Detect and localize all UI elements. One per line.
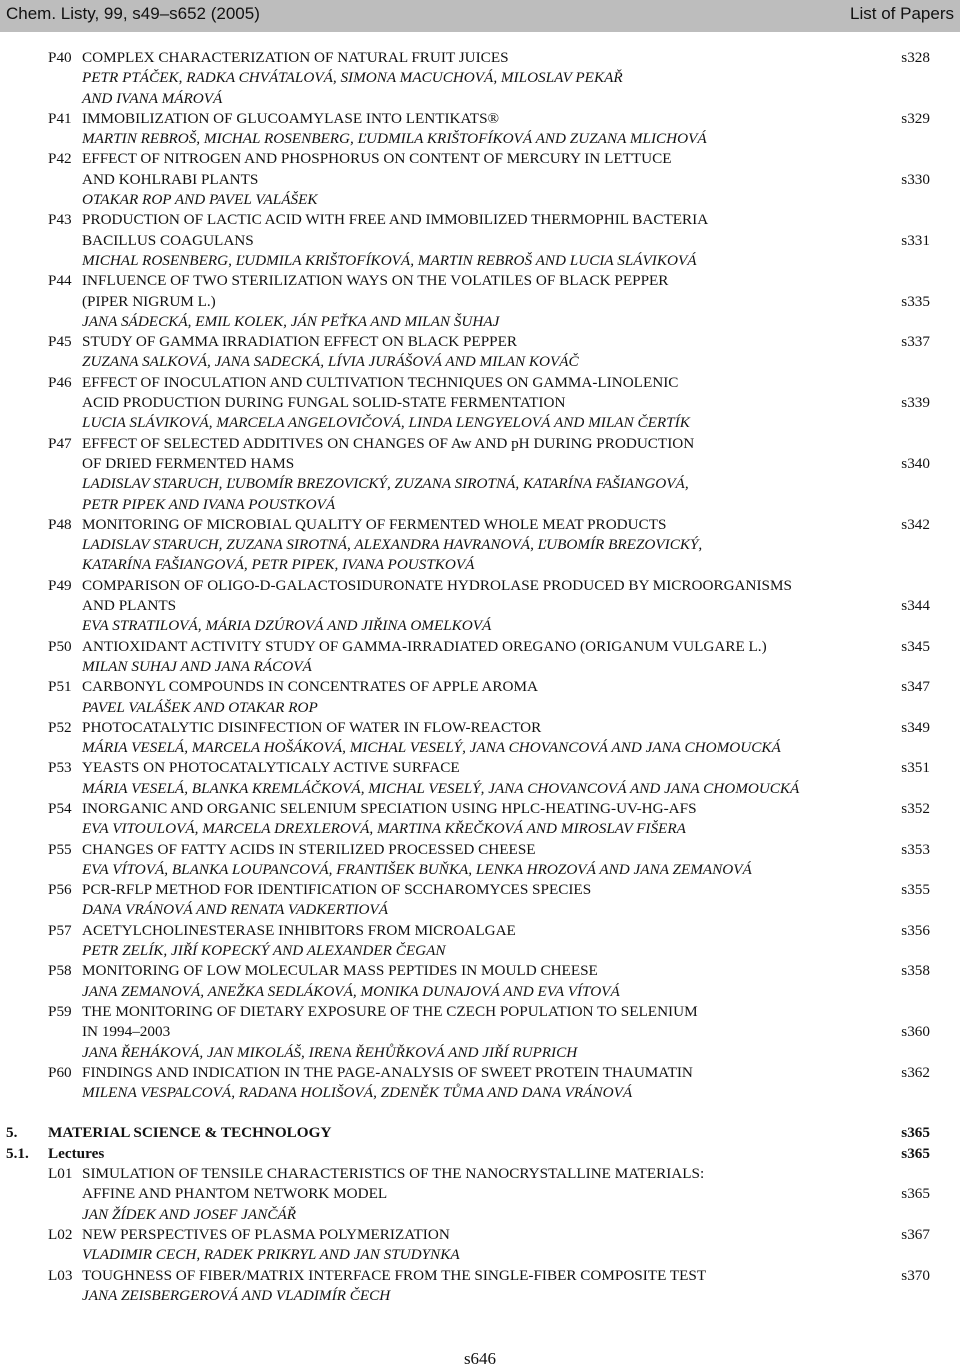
entry-title-line xyxy=(0,961,960,981)
entry-authors-line xyxy=(0,1043,960,1063)
entry-page: s345 xyxy=(901,637,930,655)
entry-number: P56 xyxy=(48,881,72,899)
entry-title: INORGANIC AND ORGANIC SELENIUM SPECIATION USING HPLC-HEATING-UV-HG-AFS xyxy=(82,799,697,817)
toc-entry xyxy=(0,576,960,637)
entry-title-line xyxy=(0,758,960,778)
section-gap xyxy=(0,1103,960,1123)
entry-page: s367 xyxy=(901,1225,930,1243)
entry-authors-line xyxy=(0,1286,960,1306)
entry-authors-line xyxy=(0,982,960,1002)
entry-authors: EVA STRATILOVÁ, MÁRIA DZÚROVÁ AND JIŘINA OMELKOVÁ xyxy=(82,617,492,635)
entry-number: P60 xyxy=(48,1063,72,1081)
entry-page: s337 xyxy=(901,333,930,351)
toc-entry xyxy=(0,515,960,576)
entry-authors: KATARÍNA FAŠIANGOVÁ, PETR PIPEK, IVANA POUSTKOVÁ xyxy=(82,556,475,574)
header-section-title: List of Papers xyxy=(850,4,954,23)
entry-title-line xyxy=(0,393,960,413)
toc-entry xyxy=(0,1225,960,1266)
entry-title-line xyxy=(0,840,960,860)
entry-authors-line xyxy=(0,190,960,210)
entry-title: TOUGHNESS OF FIBER/MATRIX INTERFACE FROM THE SINGLE-FIBER COMPOSITE TEST xyxy=(82,1266,707,1284)
entry-title-line xyxy=(0,1022,960,1042)
entry-title-line xyxy=(0,1063,960,1083)
entry-page: s360 xyxy=(901,1023,930,1041)
entry-page: s330 xyxy=(901,170,930,188)
entry-title: AND KOHLRABI PLANTS xyxy=(82,170,259,188)
toc-entry xyxy=(0,718,960,759)
entry-number: P59 xyxy=(48,1002,72,1020)
entry-title: EFFECT OF INOCULATION AND CULTIVATION TECHNIQUES ON GAMMA-LINOLENIC xyxy=(82,373,679,391)
entry-authors-line xyxy=(0,1205,960,1225)
entry-number: P42 xyxy=(48,150,72,168)
entry-authors: ZUZANA SALKOVÁ, JANA SADECKÁ, LÍVIA JURÁŠOVÁ AND MILAN KOVÁČ xyxy=(82,353,579,371)
entry-number: P48 xyxy=(48,515,72,533)
entry-title-line xyxy=(0,1225,960,1245)
toc-entry xyxy=(0,210,960,271)
entry-title: COMPLEX CHARACTERIZATION OF NATURAL FRUIT JUICES xyxy=(82,49,509,66)
entry-authors-line xyxy=(0,89,960,109)
entry-authors: LADISLAV STARUCH, ZUZANA SIROTNÁ, ALEXANDRA HAVRANOVÁ, ĽUBOMÍR BREZOVICKÝ, xyxy=(82,536,703,554)
entry-authors-line xyxy=(0,1083,960,1103)
entry-title-line xyxy=(0,434,960,454)
entry-title-line xyxy=(0,1184,960,1204)
entry-authors: PAVEL VALÁŠEK AND OTAKAR ROP xyxy=(82,698,318,716)
entry-title: CHANGES OF FATTY ACIDS IN STERILIZED PROCESSED CHEESE xyxy=(82,840,536,858)
entry-authors-line xyxy=(0,779,960,799)
entry-authors: JANA ZEISBERGEROVÁ AND VLADIMÍR ČECH xyxy=(82,1286,391,1304)
entry-number: P47 xyxy=(48,434,72,452)
entry-authors-line xyxy=(0,474,960,494)
entry-title: SIMULATION OF TENSILE CHARACTERISTICS OF THE NANOCRYSTALLINE MATERIALS: xyxy=(82,1165,705,1183)
entry-title: AFFINE AND PHANTOM NETWORK MODEL xyxy=(82,1185,388,1203)
entry-title-line xyxy=(0,170,960,190)
entry-page: s329 xyxy=(901,109,930,127)
entry-page: s347 xyxy=(901,678,930,696)
toc-entry xyxy=(0,961,960,1002)
entry-authors: MÁRIA VESELÁ, BLANKA KREMLÁČKOVÁ, MICHAL VESELÝ, JANA CHOVANCOVÁ AND JANA CHOMOUCKÁ xyxy=(82,779,800,797)
entry-title-line xyxy=(0,292,960,312)
entry-authors: LUCIA SLÁVIKOVÁ, MARCELA ANGELOVIČOVÁ, LINDA LENGYELOVÁ AND MILAN ČERTÍK xyxy=(82,414,690,432)
toc-entry xyxy=(0,1063,960,1104)
entry-authors-line xyxy=(0,68,960,88)
entry-title-line xyxy=(0,596,960,616)
subsection-heading xyxy=(0,1144,960,1164)
page-number: s646 xyxy=(463,1349,497,1368)
entry-title-line xyxy=(0,210,960,230)
entry-page: s331 xyxy=(901,231,930,249)
entry-page: s365 xyxy=(901,1185,930,1203)
toc-entry xyxy=(0,332,960,373)
running-header xyxy=(0,0,960,32)
entry-title: CARBONYL COMPOUNDS IN CONCENTRATES OF APPLE AROMA xyxy=(82,678,538,696)
entry-page: s353 xyxy=(901,840,930,858)
entry-authors-line xyxy=(0,698,960,718)
toc-entry xyxy=(0,1002,960,1063)
entry-authors: JAN ŽÍDEK AND JOSEF JANČÁŘ xyxy=(82,1205,297,1223)
entry-page: s351 xyxy=(901,759,930,777)
entry-title: COMPARISON OF OLIGO-D-GALACTOSIDURONATE HYDROLASE PRODUCED BY MICROORGANISMS xyxy=(82,576,792,594)
entry-title: AND PLANTS xyxy=(82,597,177,615)
entry-title-line xyxy=(0,1164,960,1184)
journal-citation: Chem. Listy, 99, s49–s652 (2005) xyxy=(6,4,260,23)
entry-title: MONITORING OF MICROBIAL QUALITY OF FERMENTED WHOLE MEAT PRODUCTS xyxy=(82,515,667,533)
entry-title-line xyxy=(0,637,960,657)
entry-authors: JANA ŘEHÁKOVÁ, JAN MIKOLÁŠ, IRENA ŘEHŮŘKOVÁ AND JIŘÍ RUPRICH xyxy=(82,1043,578,1061)
entry-title-line xyxy=(0,1002,960,1022)
section-title: MATERIAL SCIENCE & TECHNOLOGY xyxy=(48,1124,332,1142)
entry-number: P53 xyxy=(48,759,72,777)
entry-title-line xyxy=(0,231,960,251)
lecture-list xyxy=(0,1164,960,1306)
poster-list xyxy=(0,48,960,1103)
entry-title: EFFECT OF NITROGEN AND PHOSPHORUS ON CONTENT OF MERCURY IN LETTUCE xyxy=(82,150,672,168)
entry-page: s340 xyxy=(901,454,930,472)
subsection-page: s365 xyxy=(901,1144,930,1162)
entry-authors-line xyxy=(0,251,960,271)
toc-entry xyxy=(0,799,960,840)
entry-number: P45 xyxy=(48,333,72,351)
entry-number: P52 xyxy=(48,718,72,736)
entry-title-line xyxy=(0,332,960,352)
entry-title: PHOTOCATALYTIC DISINFECTION OF WATER IN FLOW-REACTOR xyxy=(82,718,542,736)
entry-number: P46 xyxy=(48,373,72,391)
entry-authors-line xyxy=(0,352,960,372)
entry-title: PCR-RFLP METHOD FOR IDENTIFICATION OF SCCHAROMYCES SPECIES xyxy=(82,881,592,899)
entry-authors: EVA VITOULOVÁ, MARCELA DREXLEROVÁ, MARTINA KŘEČKOVÁ AND MIROSLAV FIŠERA xyxy=(82,820,686,838)
entry-title: EFFECT OF SELECTED ADDITIVES ON CHANGES OF Aw AND pH DURING PRODUCTION xyxy=(82,434,695,452)
entry-authors: MICHAL ROSENBERG, ĽUDMILA KRIŠTOFÍKOVÁ, MARTIN REBROŠ AND LUCIA SLÁVIKOVÁ xyxy=(82,251,697,269)
entry-authors-line xyxy=(0,819,960,839)
entry-page: s362 xyxy=(901,1063,930,1081)
entry-authors-line xyxy=(0,941,960,961)
entry-title-line xyxy=(0,109,960,129)
entry-authors-line xyxy=(0,495,960,515)
entry-title: IN 1994–2003 xyxy=(82,1023,171,1041)
entry-title: STUDY OF GAMMA IRRADIATION EFFECT ON BLACK PEPPER xyxy=(82,333,518,351)
entry-authors: PETR ZELÍK, JIŘÍ KOPECKÝ AND ALEXANDER ČEGAN xyxy=(82,942,446,960)
toc-entry xyxy=(0,921,960,962)
entry-title: PRODUCTION OF LACTIC ACID WITH FREE AND IMMOBILIZED THERMOPHIL BACTERIA xyxy=(82,211,709,229)
entry-title-line xyxy=(0,454,960,474)
entry-title: THE MONITORING OF DIETARY EXPOSURE OF THE CZECH POPULATION TO SELENIUM xyxy=(82,1002,698,1020)
entry-number: L02 xyxy=(48,1225,73,1243)
entry-number: P57 xyxy=(48,921,72,939)
entry-page: s355 xyxy=(901,881,930,899)
entry-number: P49 xyxy=(48,576,72,594)
entry-authors-line xyxy=(0,535,960,555)
entry-title: MONITORING OF LOW MOLECULAR MASS PEPTIDES IN MOULD CHEESE xyxy=(82,962,598,980)
entry-title-line xyxy=(0,271,960,291)
entry-title: NEW PERSPECTIVES OF PLASMA POLYMERIZATION xyxy=(82,1225,450,1243)
entry-number: P40 xyxy=(48,49,72,66)
entry-page: s335 xyxy=(901,292,930,310)
entry-page: s344 xyxy=(901,597,930,615)
entry-title: BACILLUS COAGULANS xyxy=(82,231,254,249)
section-heading xyxy=(0,1123,960,1143)
toc-entry xyxy=(0,109,960,150)
entry-number: P50 xyxy=(48,637,72,655)
toc-entry xyxy=(0,637,960,678)
entry-title-line xyxy=(0,799,960,819)
entry-authors-line xyxy=(0,860,960,880)
entry-page: s328 xyxy=(901,49,930,66)
entry-title: INFLUENCE OF TWO STERILIZATION WAYS ON THE VOLATILES OF BLACK PEPPER xyxy=(82,272,669,290)
entry-page: s370 xyxy=(901,1266,930,1284)
entry-authors-line xyxy=(0,900,960,920)
entry-authors: JANA ZEMANOVÁ, ANEŽKA SEDLÁKOVÁ, MONIKA DUNAJOVÁ AND EVA VÍTOVÁ xyxy=(82,982,620,1000)
subsection-title: Lectures xyxy=(48,1144,105,1162)
toc-entry xyxy=(0,434,960,515)
entry-authors-line xyxy=(0,738,960,758)
entry-authors: EVA VÍTOVÁ, BLANKA LOUPANCOVÁ, FRANTIŠEK BUŇKA, LENKA HROZOVÁ AND JANA ZEMANOVÁ xyxy=(82,860,752,878)
entry-title-line xyxy=(0,1266,960,1286)
entry-page: s352 xyxy=(901,799,930,817)
entry-authors: MILAN SUHAJ AND JANA RÁCOVÁ xyxy=(82,657,312,675)
entry-title: OF DRIED FERMENTED HAMS xyxy=(82,454,295,472)
entry-title-line xyxy=(0,576,960,596)
toc-entry xyxy=(0,677,960,718)
entry-title-line xyxy=(0,718,960,738)
entry-page: s339 xyxy=(901,394,930,412)
entry-authors: OTAKAR ROP AND PAVEL VALÁŠEK xyxy=(82,191,318,209)
entry-title: ACETYLCHOLINESTERASE INHIBITORS FROM MICROALGAE xyxy=(82,921,516,939)
entry-title-line xyxy=(0,373,960,393)
entry-authors: PETR PIPEK AND IVANA POUSTKOVÁ xyxy=(82,495,336,513)
entry-authors-line xyxy=(0,312,960,332)
entry-authors: JANA SÁDECKÁ, EMIL KOLEK, JÁN PEŤKA AND MILAN ŠUHAJ xyxy=(82,312,500,330)
entry-page: s342 xyxy=(901,515,930,533)
entry-authors-line xyxy=(0,1245,960,1265)
entry-authors: MILENA VESPALCOVÁ, RADANA HOLIŠOVÁ, ZDENĚK TŮMA AND DANA VRÁNOVÁ xyxy=(82,1084,633,1102)
entry-title: YEASTS ON PHOTOCATALYTICALY ACTIVE SURFACE xyxy=(82,759,460,777)
entry-title-line xyxy=(0,515,960,535)
entry-authors-line xyxy=(0,555,960,575)
entry-authors: MARTIN REBROŠ, MICHAL ROSENBERG, ĽUDMILA KRIŠTOFÍKOVÁ AND ZUZANA MLICHOVÁ xyxy=(82,130,707,148)
table-of-contents xyxy=(0,48,960,1306)
toc-entry xyxy=(0,840,960,881)
entry-authors: MÁRIA VESELÁ, MARCELA HOŠÁKOVÁ, MICHAL VESELÝ, JANA CHOVANCOVÁ AND JANA CHOMOUCKÁ xyxy=(82,739,781,757)
section-number: 5. xyxy=(6,1124,18,1142)
toc-entry xyxy=(0,758,960,799)
entry-number: L01 xyxy=(48,1165,73,1183)
entry-number: P41 xyxy=(48,109,72,127)
subsection-number: 5.1. xyxy=(6,1144,29,1162)
entry-number: P43 xyxy=(48,211,72,229)
toc-entry xyxy=(0,271,960,332)
entry-authors-line xyxy=(0,616,960,636)
entry-authors: PETR PTÁČEK, RADKA CHVÁTALOVÁ, SIMONA MACUCHOVÁ, MILOSLAV PEKAŘ xyxy=(82,69,623,87)
entry-title: ANTIOXIDANT ACTIVITY STUDY OF GAMMA-IRRADIATED OREGANO (ORIGANUM VULGARE L.) xyxy=(82,637,767,655)
entry-title: (PIPER NIGRUM L.) xyxy=(82,292,216,310)
entry-number: P44 xyxy=(48,272,72,290)
toc-entry xyxy=(0,149,960,210)
entry-authors-line xyxy=(0,413,960,433)
entry-authors: DANA VRÁNOVÁ AND RENATA VADKERTIOVÁ xyxy=(82,901,388,919)
entry-title: ACID PRODUCTION DURING FUNGAL SOLID-STATE FERMENTATION xyxy=(82,394,566,412)
entry-title: IMMOBILIZATION OF GLUCOAMYLASE INTO LENTIKATS® xyxy=(82,109,500,127)
entry-number: P51 xyxy=(48,678,72,696)
entry-title-line xyxy=(0,677,960,697)
entry-title-line xyxy=(0,880,960,900)
entry-title-line xyxy=(0,48,960,68)
entry-page: s356 xyxy=(901,921,930,939)
toc-entry xyxy=(0,48,960,109)
toc-entry xyxy=(0,1266,960,1307)
entry-page: s358 xyxy=(901,962,930,980)
entry-authors-line xyxy=(0,657,960,677)
section-page: s365 xyxy=(901,1124,930,1142)
entry-title-line xyxy=(0,149,960,169)
entry-title: FINDINGS AND INDICATION IN THE PAGE-ANALYSIS OF SWEET PROTEIN THAUMATIN xyxy=(82,1063,693,1081)
entry-title-line xyxy=(0,921,960,941)
toc-entry xyxy=(0,880,960,921)
entry-authors-line xyxy=(0,129,960,149)
entry-authors: LADISLAV STARUCH, ĽUBOMÍR BREZOVICKÝ, ZUZANA SIROTNÁ, KATARÍNA FAŠIANGOVÁ, xyxy=(82,475,689,493)
toc-entry xyxy=(0,373,960,434)
toc-entry xyxy=(0,1164,960,1225)
entry-page: s349 xyxy=(901,718,930,736)
entry-number: P55 xyxy=(48,840,72,858)
entry-number: L03 xyxy=(48,1266,73,1284)
entry-number: P58 xyxy=(48,962,72,980)
entry-authors: AND IVANA MÁROVÁ xyxy=(82,89,223,107)
entry-authors: VLADIMIR CECH, RADEK PRIKRYL AND JAN STUDYNKA xyxy=(82,1246,460,1264)
entry-number: P54 xyxy=(48,799,72,817)
